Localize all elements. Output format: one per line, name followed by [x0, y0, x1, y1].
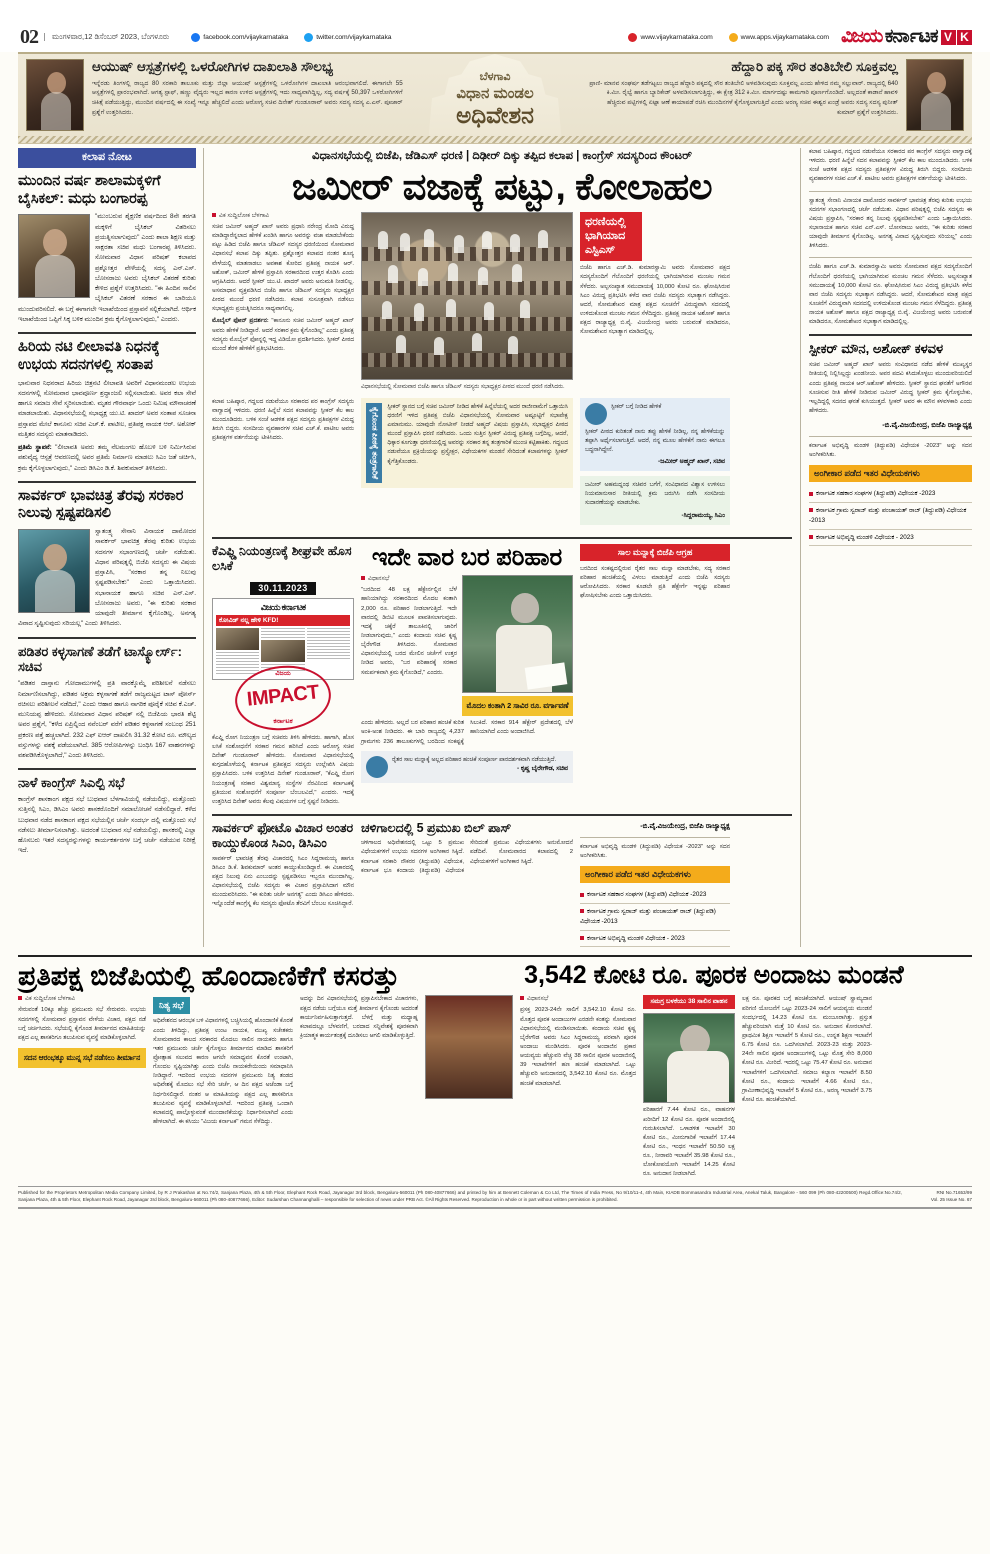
bottom-right-text3: ಲಕ್ಷ ರೂ. ಪೂರಕದ ಬಗ್ಗೆ ಹಂಚಿಕೆಯಾಗಿದೆ. ಆಯುಷ್ ಸ್ವಾಮ್ಯದಾನ ಪರಿಗಣಿ ಯೋಜನೆಗೆ ಒಟ್ಟು 2023-24 ಸಾಲಿಗೆ ಆಯವ್ಯಯ ಮಂಡನೆ ಸಂದರ್ಭದಲ್ಲಿ 14.23 ಕೋಟಿ ರೂ. ಮಂಜೂರಾಗಿತ್ತು. ಪ್ರಸ್ತುತ ಹೆಚ್ಚುವರಿಯಾಗಿ ಮತ್ತೆ 10 ಕೋಟಿ ರೂ. ಅನುದಾನ ಕೋರಲಾಗಿದೆ. ಪ್ರಾಥಮಿಕ ಶಿಕ್ಷಣ ಇಲಾಖೆಗೆ 5 ಕೋಟಿ ರೂ., ಉನ್ನತ ಶಿಕ್ಷಣ ಇಲಾಖೆಗೆ 6.75 ಕೋಟಿ ರೂ. ಒದಗಿಸಲಾಗಿದೆ. 2023-23 ಮತ್ತು 2023-24ನೇ ಸಾಲಿನ ಪೂರಕ ಅಂದಾಜುಗಳಲ್ಲಿ ಒಟ್ಟು ಮೊತ್ತ ಸೇರಿ 8,000 ಕೋಟಿ ರೂ. ಮೀರಿದೆ. ಇದರಲ್ಲಿ ಒಟ್ಟು 75.47 ಕೋಟಿ ರೂ. ಅನುದಾನ ಇಲಾಖೆಗಳಿಗೆ ಒದಗಿಸಲಾಗಿದೆ. ಸಮಾಜ ಕಲ್ಯಾಣ ಇಲಾಖೆಗೆ 8.50 ಕೋಟಿ ರೂ., ಕಂದಾಯ ಇಲಾಖೆಗೆ 4.66 ಕೋಟಿ ರೂ., ಗ್ರಾಮೀಣಾಭಿವೃದ್ಧಿ ಇಲಾಖೆಗೆ 5 ಕೋಟಿ ರೂ., ಅರಣ್ಯ ಇಲಾಖೆಗೆ 3.75 ಕೋಟಿ ರೂ. ಹಂಚಿಕೆಯಾಗಿದೆ.	[742, 996, 872, 1104]
skybox-right-photo	[906, 59, 964, 131]
bottom-col-6	[643, 995, 735, 1179]
sada-tag: ಸದನ ಆರಂಭಕ್ಕೂ ಮುನ್ನ ಸಭೆ ನಡೆಸಲು ತೀರ್ಮಾನ	[18, 1048, 146, 1068]
tertiary-stories-row	[212, 821, 792, 947]
lead-overflow-3: ಬಿಜೆಪಿ ಹಾಗೂ ಎಚ್.ಡಿ. ಕುಮಾರಸ್ವಾಮಿ ಅವರು ಸೋಮವಾರ ಪಕ್ಷದ ಸದಸ್ಯರೊಂದಿಗೆ ಗೆಲೊಂದಿಗೆ ಧರಣಿಯಲ್ಲಿ ಭಾಗಿಯಾಗಿರುವ ಮಂಚಲ ಗಮನ ಸೆಳೆದರು. ಅಲ್ಪಸಂಖ್ಯಾತ ಸಮುದಾಯಕ್ಕೆ 10,000 ಕೋಟಿ ರೂ. ಘೋಷಿಸಿರುವ ಸಿಎಂ ವಿರುದ್ಧ ಪ್ರತಿಭಟಿಸಿ ಕಳೆದ ವಾರ ಬಿಜೆಪಿ ಸದಸ್ಯರು ಸಭಾತ್ಯಾಗ ನಡೆಸಿದ್ದರು. ಆದರೆ, ಸೋಮಶೇಖರ ಮಾತ್ರ ಪಕ್ಷದ ಸೂಚನೆಗೆ ವಿರುದ್ಧವಾಗಿ ಸದನದಲ್ಲಿ ಉಳಿದುಕೊಂಡ ಮಂಚಲ ಗಮನ ಸೆಳೆದಿದ್ದರು. ಪ್ರತಿಪಕ್ಷ ನಾಯಕ ಅಶೋಕ್ ಹಾಗೂ ಪಕ್ಷದ ರಾಜ್ಯಾಧ್ಯಕ್ಷ ಬಿ.ವೈ. ವಿಜಯೇಂದ್ರ ಅವರು ಬರುವಂತೆ ಮಾಡಿದರೂ, ಸೋಮಶೇಖರ ಸಭಾತ್ಯಾಗ ಮಾಡಿದಲ್ಲಿಲ್ಲ.	[809, 264, 972, 326]
savarkar-headline: ಸಾವರ್ಕರ್ ಫೋಟೊ ವಿಚಾರ ಅಂತರ ಕಾಯ್ದುಕೊಂಡ ಸಿಎಂ, ಡಿಸಿಎಂ	[212, 821, 354, 851]
lead-overflow-2: ಸ್ವಾತಂತ್ರ್ಯ ಸೇನಾನಿ ವಿನಾಯಕ ದಾಮೋದರ ಸಾವರ್ಕರ್ ಭಾವಚಿತ್ರ ತೆರವು ಕುರಿತು ಉಭಯ ಸದನಗಳ ಸಭಾಂಗಣದಲ್ಲಿ ಚರ್ಚೆ ನಡೆಯಿತು. ವಿಧಾನ ಪರಿಷತ್ನಲ್ಲಿ ಬಿಜೆಪಿ ಸದಸ್ಯರು ಈ ವಿಷಯ ಪ್ರಸ್ತಾಪಿಸಿ, "ಸರಕಾರ ತನ್ನ ನಿಲುವು ಸ್ಪಷ್ಟಪಡಿಸಬೇಕು" ಎಂದು ಒತ್ತಾಯಿಸಿದರು. ಸಭಾನಾಯಕ ಹಾಗೂ ಸಚಿವ ಎನ್.ಎಸ್. ಬೋಸರಾಜು ಅವರು, "ಈ ಕುರಿತು ಸರಕಾರ ಯಾವುದೇ ತೀರ್ಮಾನ ಕೈಗೊಂಡಿಲ್ಲ. ಅನಗತ್ಯ ವಿವಾದ ಸೃಷ್ಟಿಸುವುದು ಸರಿಯಲ್ಲ" ಎಂದು ತಿಳಿಸಿದರು.	[809, 197, 972, 250]
left-story1-photo	[18, 214, 90, 298]
emblem-line1: ಬೆಳಗಾವಿ	[479, 71, 511, 83]
divider-2	[18, 481, 196, 483]
divider-4	[18, 768, 196, 770]
skybox	[18, 52, 972, 144]
left-story1-body	[18, 212, 196, 325]
seal-top-text: ವಿಜಯ	[275, 669, 291, 677]
kfd-headline: ಕೆಎಫ್ಡಿ ನಿಯಂತ್ರಣಕ್ಕೆ ಶೀಘ್ರವೇ ಹೊಸ ಲಸಿಕೆ	[212, 543, 352, 573]
bills-passed-tag-right: ಅಂಗೀಕಾರ ಪಡೆದ ಇತರ ವಿಧೇಯಕಗಳು	[809, 465, 972, 482]
lead-photo-caption: ವಿಧಾನಸಭೆಯಲ್ಲಿ ಸೋಮವಾರ ಬಿಜೆಪಿ ಹಾಗೂ ಜೆಡಿಎಸ್ ಸದಸ್ಯರು ಸಭಾಧ್ಯಕ್ಷರ ಪೀಠದ ಮುಂದೆ ಧರಣಿ ನಡೆಸಿದರು.	[361, 384, 565, 391]
skybox-right-body: ಪ್ರಾಣಿ- ಮಾನವ ಸಂಘರ್ಷ ತಡೆಗಟ್ಟಲು ರಾಜ್ಯದ ಹೆದ್ದಾರಿ ಪಕ್ಕದಲ್ಲಿ ಸೌರ ತಂತಿಬೇಲಿ ಅಳವಡಿಸುವುದು ಸೂಕ್ತವಲ್ಲ ಎಂದು ಹೇಳಿದ ನಮ್ಮ ಸಲ್ಲುವಾರ್. ರಾಜ್ಯದಲ್ಲಿ 640 ಕಿ.ಮೀ. ರೈಲ್ವೆ ಹಾಗೂ ಬ್ಯಾರಿಕೇಡ್ ಅಳವಡಿಸಲಾಗುತ್ತಿದ್ದು, ಈ ಕ್ಷೇತ್ರ 312 ಕಿ.ಮೀ. ಮಾರ್ಗದಷ್ಟು ಕಾಮಗಾರಿ ಪೂರ್ಣಗೊಂಡಿದೆ. ಅಲ್ಲದಂತೆ ಕಾಡಾನೆ ಹಾವಳಿ ಹೆಚ್ಚಿರುವ ಪಟ್ಟಿಗಳಲ್ಲಿ ಏಟ್ಟಾ ಆಣೆ ಕಾಯಾಪಡೆ ರಚಿಸಿ ಮುಂದಿನಗಳೆ ಕೈಗೊಳ್ಳಲಾಗುತ್ತಿದೆ ಎಂದು ಅರಣ್ಯ ಸಚಿವ ಈಶ್ವರ ಖಂಡ್ರೆ ಅವರು ಸದಸ್ಯ ಸದಸ್ಯ ಪುನೀತ್ ಕುಮಾರ್ ಪ್ರಶ್ನೆಗೆ ಉತ್ತರಿಸಿದರು.	[589, 79, 898, 116]
middle-column	[204, 148, 800, 947]
date-line: ಮಂಗಳವಾರ,12 ಡಿಸೆಂಬರ್ 2023, ಬೆಂಗಳೂರು	[44, 33, 169, 41]
left-story2-body2	[18, 443, 196, 474]
bill-item: ಕರ್ನಾಟಕ ಗ್ರಾಮ ಸ್ವರಾಜ್ ಮತ್ತು ಪಂಚಾಯತ್ ರಾಜ್ (ತಿದ್ದುಪಡಿ) ವಿಧೇಯಕ -2013	[580, 904, 730, 931]
strategy-box-wrap	[361, 398, 573, 530]
footer-imprint	[18, 1186, 972, 1204]
bara-content	[361, 575, 573, 716]
bara-continuation: ಎಂದು ಹೇಳಿದರು. ಅಲ್ಲದೆ ಬರ ಪರಿಹಾರ ಹಂಚಿಕೆ ಕುರಿತ ಅಂಕಿ-ಅಂಶ ನೀಡಿದರು. ಈ ಬಾರಿ ರಾಜ್ಯದಲ್ಲಿ 4,237 ಗ್ರಾಮಗಳು 236 ತಾಲೂಕುಗಳಲ್ಲಿ ಬರದಿಂದ ಸಂಕಷ್ಟಕ್ಕೆ ಸಿಲುಕಿದೆ. ಸರಕಾರ 914 ಹೆಕ್ಟೇರ್ ಪ್ರದೇಶದಲ್ಲಿ ಬೆಳೆ ಹಾನಿಯಾಗಿದೆ ಎಂದು ಅಂದಾಜಿಸಿದೆ.	[361, 720, 573, 745]
bottom-col-3	[300, 995, 418, 1179]
krishna-quote-text: ರೈತರ ಸಾಲ ಮನ್ನಾಕ್ಕೆ ಅಲ್ಲದ ಪರಿಹಾರ ಹಂಚಿಕೆ ಸಂಪೂರ್ಣ ಪಾರದರ್ಶಕವಾಗಿ ನಡೆಯುತ್ತಿದೆ.	[392, 756, 557, 763]
loan-waiver-tag: ಸಾಲ ಮನ್ನಾಕ್ಕೆ ಬಿಜೆಪಿ ಆಗ್ರಹ	[580, 544, 730, 561]
lead-col1-cont	[212, 398, 354, 530]
left-story3-headline: ಸಾವರ್ಕರ್ ಭಾವಚಿತ್ರ ತೆರವು ಸರಕಾರ ನಿಲುವು ಸ್ಪಷ್ಟಪಡಿಸಲಿ	[18, 487, 184, 522]
kfd-story	[212, 544, 354, 808]
bottom-col3-text: ಅದನ್ನು ದಿನ ವಿಧಾನಸಭೆಯಲ್ಲಿ ಪ್ರಸ್ತಾಪಿಸಬೇಕಾದ ವಿಚಾರಗಳು, ಪಕ್ಷದ ನಡೆಯ ಬಗ್ಗೆಯೂ ಮತ್ತೆ ತೀರ್ಮಾನ ಕೈಗೊಂಡು ಅದರಂತೆ ಕಾರ್ಯನಿರ್ವಹಿಸುತ್ತಾಗುತ್ತದೆ. ಬೆಳಗ್ಗೆ ಮತ್ತು ಮಧ್ಯಾಹ್ನ ಕಲಾಪದಲ್ಲೂ ಬೆಳವಣಿಗೆ, ಬರದಾದ ಸನ್ನಿವೇಶಕ್ಕೆ ಪೂರಕವಾಗಿ ಕ್ರಿಯಾತ್ಮಕ ಕಾರ್ಯತಂತ್ರಕ್ಕೆ ದೂಡಿಸಲು ಆಗಲಿ ಮಾಡಿಕೊಳ್ಳುತ್ತಿದೆ.	[300, 996, 418, 1040]
logo-badge-k: K	[957, 30, 972, 45]
skybox-center-emblem	[390, 54, 600, 144]
bottom-columns	[18, 995, 972, 1179]
logo-badge	[941, 30, 973, 45]
left-story1-text: "ಮುಂಬರುವ ಶೈಕ್ಷಣಿಕ ವರ್ಷದಿಂದ 8ನೇ ತರಗತಿ ಮಕ್ಕಳಿಗೆ ಬೈಸಿಕಲ್ ವಿತರಿಸಲು ಪ್ರಯತ್ನಿಸಲಾಗುವುದು" ಎಂದು ಶಾಲಾ ಶಿಕ್ಷಣ ಮತ್ತು ಸಾಕ್ಷರತಾ ಸಚಿವ ಮಧು ಬಂಗಾರಪ್ಪ ತಿಳಿಸಿದರು. ಸೋಮವಾರ ವಿಧಾನ ಪರಿಷತ್ ಕಲಾಪದ ಪ್ರಶ್ನೋತ್ತರ ವೇಳೆಯಲ್ಲಿ ಸದಸ್ಯ ಎನ್.ಎಸ್. ಬೋಸರಾಜು ಅವರು ಬೈಸಿಕಲ್ ವಿತರಣೆ ಕುರಿತು ಕೇಳಿದ ಪ್ರಶ್ನೆಗೆ ಉತ್ತರಿಸಿದರು. "ಈ ಹಿಂದಿನ ಸಾಲಿನ ಬೈಸಿಕಲ್ ವಿತರಣೆ ಸರಕಾರ ಈ ಬಾರಿಯೂ ಮುಂದುವರಿಸಲಿದೆ. ಈ ಬಗ್ಗೆ ಈಗಾಗಲೇ ಇಲಾಖೆಯಿಂದ ಪ್ರಸ್ತಾವನೆ ಸಲ್ಲಿಕೆಯಾಗಿದೆ. ಆರ್ಥಿಕ ಇಲಾಖೆಯಿಂದ ಒಪ್ಪಿಗೆ ಸಿಕ್ಕ ಬಳಿಕ ಮುಂದಿನ ಕ್ರಮ ಕೈಗೊಳ್ಳಲಾಗುವುದು," ಎಂದರು.	[18, 213, 196, 323]
page-number: 02	[20, 25, 38, 48]
seal-word: IMPACT	[245, 681, 320, 711]
cm-quote-attribution: -ಸಿದ್ದರಾಮಯ್ಯ, ಸಿಎಂ	[681, 511, 725, 519]
speaker-silence-headline: ಸ್ಪೀಕರ್ ಮೌನ, ಅಶೋಕ್ ಕಳವಳ	[809, 341, 944, 357]
website-link[interactable]	[628, 33, 712, 42]
divider-3	[18, 637, 196, 639]
left-story2-body: ಭಾನುವಾರ ನಿಧನರಾದ ಹಿರಿಯ ಚಿತ್ರನಟಿ ಲೀಲಾವತಿ ಅವರಿಗೆ ವಿಧಾನಮಂಡಲ ಉಭಯ ಸದನಗಳಲ್ಲಿ ಸೋಮವಾರ ಭಾವಪೂರ್ಣ ಶ್ರದ್ಧಾಂಜಲಿ ಸಲ್ಲಿಸಲಾಯಿತು. ಅವರ ಕಲಾ ಸೇವೆ ಹಾಗೂ ಸಮಾಜ ಸೇವೆ ಸ್ಮರಿಸಲಾಯಿತು. ಮೃತರ ಗೌರವಾರ್ಥ ಒಂದು ನಿಮಿಷ ಮೌನಾಚರಣೆ ಮಾಡಲಾಯಿತು. ವಿಧಾನಸಭೆಯಲ್ಲಿ ಸಭಾಧ್ಯಕ್ಷ ಯು.ಟಿ. ಖಾದರ್ ಅವರ ಸಂತಾಪ ಸೂಚನಾ ಪ್ರಸ್ತಾಪದ ಮೇಲೆ ಕಾನೂನು ಸಚಿವ ಎಚ್.ಕೆ. ಪಾಟೀಲ, ಪ್ರತಿಪಕ್ಷ ನಾಯಕ ಆರ್. ಅಶೋಕ್ ಮತ್ತಿತರ ಸದಸ್ಯರು ಮಾತನಾಡಿದರು.	[18, 379, 196, 438]
savarkar-body: ಸಾವರ್ಕರ್ ಭಾವಚಿತ್ರ ತೆರವು ವಿಚಾರದಲ್ಲಿ ಸಿಎಂ ಸಿದ್ದರಾಮಯ್ಯ ಹಾಗೂ ಡಿಸಿಎಂ ಡಿ.ಕೆ. ಶಿವಕುಮಾರ್ ಅಂತರ ಕಾಯ್ದುಕೊಂಡಿದ್ದಾರೆ. ಈ ವಿಚಾರದಲ್ಲಿ ಪಕ್ಷದ ನಿಲುವು ಏನು ಎಂಬುದನ್ನು ಸ್ಪಷ್ಟಪಡಿಸಲು ಇಬ್ಬರೂ ಮುಂದಾಗಿಲ್ಲ. ವಿಧಾನಸಭೆಯಲ್ಲಿ ಬಿಜೆಪಿ ಸದಸ್ಯರು ಈ ವಿಚಾರ ಪ್ರಸ್ತಾಪಿಸಿದಾಗ ಮೌನ ಮುಂದುವರಿಸಿದರು. "ಈ ಕುರಿತು ಚರ್ಚೆ ಅನಗತ್ಯ" ಎಂದು ಡಿಸಿಎಂ ಹೇಳಿದರು. ಇನ್ನೊಂದೆಡೆ ಕಾಂಗ್ರೆಸ್ನ ಕೆಲ ಸದಸ್ಯರು ಫೋಟೊ ತೆರವಿಗೆ ಬೆಂಬಲ ಸೂಚಿಸಿದ್ದಾರೆ.	[212, 855, 354, 908]
bottom-right-headline: 3,542 ಕೋಟಿ ರೂ. ಪೂರಕ ಅಂದಾಜು ಮಂಡನೆ	[524, 961, 904, 990]
divider-5	[212, 537, 792, 539]
krishna-quote-box	[361, 751, 573, 783]
cm-quote-box	[580, 476, 730, 524]
left-story4-body: "ಪಡಿತರ ದಾಸ್ತಾನು ಗೋದಾಮುಗಳಲ್ಲಿ ಪ್ರತಿ ವಾರಕ್ಕೊಮ್ಮೆ ಪರಿಶೀಲನೆ ನಡೆಸಲು ನಿರ್ಮಾಣಿಸಲಾಗಿದ್ದು, ಪಡಿತರ ಅಕ್ರಮ ಕಳ್ಳಸಾಗಣೆ ತಡೆಗೆ ರಾಜ್ಯಮಟ್ಟದ ಟಾಸ್ ಪೋರ್ಸ್ ರಚಿಸಲು ಪರಿಶೀಲನೆ ನಡೆದಿದೆ," ಎಂದು ಆಹಾರ ಹಾಗೂ ನಾಗರಿಕ ಪೂರೈಕೆ ಸಚಿವ ಕೆ.ಎಚ್. ಮುನಿಯಪ್ಪ ಹೇಳಿದರು. ಸೋಮವಾರ ವಿಧಾನ ಪರಿಷತ್ ನಲ್ಲಿ ಬಿಜೆಪಿಯ ಭಾರತಿ ಶೆಟ್ಟಿ ಅವರ ಪ್ರಶ್ನೆಗೆ, "ಕಳೆದ ಏಪ್ರಿಲ್ನಿಂದ ನವೆಂಬರ್ ವರೆಗೆ ಪಡಿತರ ಕಳ್ಳಸಾಗಣೆ ಸಂಬಂಧ 251 ಪ್ರಕರಣ ಪತ್ತೆ ಹಚ್ಚಲಾಗಿದೆ. 232 ಎಫ್ ಐಆರ್ ದಾಖಲಿಸಿ 31.32 ಕೋಟಿ ರೂ. ಮೌಲ್ಯದ ವಸ್ತುಗಳನ್ನು ವಶಕ್ಕೆ ಪಡೆಯಲಾಗಿದೆ. 385 ಆರೋಪಿಗಳನ್ನು ಬಂಧಿಸಿ 167 ವಾಹನಗಳನ್ನು ವಶಪಡಿಸಿಕೊಳ್ಳಲಾಗಿದೆ," ಎಂದು ತಿಳಿಸಿದರು.	[18, 680, 196, 760]
nithya-sabhe-tag: ನಿತ್ಯ ಸಭೆ	[153, 997, 190, 1014]
bottom-headlines	[18, 962, 972, 991]
emblem-line2: ವಿಧಾನ ಮಂಡಲ	[456, 85, 534, 102]
skybox-left-headline: ಆಯುಷ್ ಆಸ್ಪತ್ರೆಗಳಲ್ಲಿ ಒಳರೋಗಿಗಳ ದಾಖಲಾತಿ ಸೌಲಭ್ಯ	[92, 59, 334, 74]
seal-bottom-text: ಕರ್ನಾಟಕ	[273, 717, 293, 725]
logo-vijaya: ವಿಜಯ	[841, 26, 882, 47]
quote-avatar-icon	[585, 403, 607, 425]
cm-quote-body: ಜಮೀರ್ ಅಹಮದ್ನಂಥ ಸಚಿವರ ಬಗೆಗೆ, ಸಂವಿಧಾನದ ವಿಶ್ವಾಸ ಉಳಿಸಲು ನಿಯಮಾನುಸಾರ ರೀತಿಯಲ್ಲಿ ಕ್ರಮ ಜರುಗಿಸಿ ನಡೆಸಿ ಸಂಸದೀಯ ಸುದಾರಣೆಯನ್ನು ಮಾಡಬೇಕು.	[585, 482, 725, 507]
skybox-right-headline: ಹೆದ್ದಾರಿ ಪಕ್ಕ ಸೌರ ತಂತಿಬೇಲಿ ಸೂಕ್ತವಲ್ಲ	[731, 59, 898, 74]
lead-col2-text: ಕಲಾಪ ಬಹಿಷ್ಕಾರ, ಗದ್ದಲದ ನಡುವೆಯೂ ಸರಕಾರದ ಪರ ಕಾಂಗ್ರೆಸ್ ಸದಸ್ಯರು ವಾಗ್ವಾದಕ್ಕೆ ಇಳಿದರು. ಧರಣಿ ಹಿನ್ನೆಲೆ ಸದನ ಕಲಾಪವನ್ನು ಸ್ಪೀಕರ್ ಕೆಲ ಕಾಲ ಮುಂದೂಡಿದರು. ಬಳಿಕ ಸಂಜೆ ಆಡಳಿತ ಪಕ್ಷದ ಸದಸ್ಯರು ಪ್ರತಿಪಕ್ಷಗಳ ವಿರುದ್ಧ ತಿರುಗಿ ಬಿದ್ದರು. ಸಂಸದೀಯ ವ್ಯವಹಾರಗಳ ಸಚಿವ ಎಚ್.ಕೆ. ಪಾಟೀಲ ಅವರು ಪ್ರತಿಪಕ್ಷಗಳ ವರ್ತನೆಯನ್ನು ಟೀಕಿಸಿದರು.	[212, 398, 354, 442]
logo-badge-v: V	[941, 30, 956, 45]
social-links	[191, 33, 403, 42]
bill-item-right: ಕರ್ನಾಟಕ ಸಹಕಾರ ಸಂಘಗಳ (ತಿದ್ದುಪಡಿ) ವಿಧೇಯಕ -2023	[809, 486, 972, 503]
zameer-quote-box	[580, 398, 730, 471]
skybox-right-text	[579, 59, 906, 138]
facebook-icon	[191, 33, 200, 42]
cm-photo	[643, 1013, 735, 1103]
lead-col-2	[361, 212, 573, 392]
skybox-left-text	[84, 59, 411, 138]
quote-attribution: -ಜಮೀರ್ ಅಹ್ಮದ್ ಖಾನ್, ಸಚಿವ	[658, 458, 725, 466]
bills-passed-tag: ಅಂಗೀಕಾರ ಪಡೆದ ಇತರ ವಿಧೇಯಕಗಳು	[580, 866, 730, 883]
assembly-chairs-photo	[425, 995, 513, 1099]
bara-media-col	[462, 575, 573, 716]
bara-byline: ವಿಧಾನಸಭೆ	[361, 575, 457, 583]
bills-list-col	[580, 821, 730, 947]
lead-col1-text2: "ಕಾನೂನು ಸಚಿವ ಜಮೀರ್ ಅಹ್ಮದ್ ಖಾನ್ ಅವರು ಹೇಳಿಕೆ ನೀಡಿದ್ದಾರೆ. ಆದರೆ ಸರಕಾರ ಕ್ರಮ ಕೈಗೊಂಡಿಲ್ಲ" ಎಂದು ಪ್ರತಿಪಕ್ಷ ಸದಸ್ಯರು ಮೊಬೈಲ್ ಫೋನ್ನಲ್ಲಿ ಇದ್ದ ವಿಡಿಯೋ ಪ್ರದರ್ಶಿಸಿದರು. ಸ್ಪೀಕರ್ ಪೀಠದ ಮುಂದೆ ತೆರಳಿ ಹೇಳಿಕೆಗೆ ಪ್ರತಿಭಟಿಸಿದರು.	[212, 318, 355, 352]
rni-number: RNI No.71653/99	[936, 1189, 972, 1195]
quote-body: ಸ್ಪೀಕರ್ ಪೀಠದ ಕುರಿತಂತೆ ನಾನು ತಪ್ಪು ಹೇಳಿಕೆ ನೀಡಿಲ್ಲ, ನನ್ನ ಹೇಳಿಕೆಯನ್ನು ತಪ್ಪಾಗಿ ಅರ್ಥೈಸಲಾಗುತ್ತಿದೆ. ಆದರೆ, ನನ್ನ ಮೂಲ ಹೇಳಿಕೆಗೆ ನಾನು ಈಗಲೂ ಬದ್ಧನಾಗಿದ್ದೇನೆ.	[585, 428, 725, 453]
strategy-body: ಸ್ಪೀಕರ್ ಸ್ಥಾನದ ಬಗ್ಗೆ ಸಚಿವ ಜಮೀರ್ ನೀಡಿದ ಹೇಳಿಕೆ ಹಿನ್ನೆಲೆಯಲ್ಲಿ ಅದರ ರಾಜೀನಾಮೆಗೆ ಒತ್ತಾಯಿಸಿ ಧರಣಿಗೆ ಇಳಿದ ಪ್ರತಿಪಕ್ಷ ಬಿಜೆಪಿ ವಿಧಾನಸಭೆಯಲ್ಲಿ ಸೋಮವಾರ ಅಷ್ಟೂಟ್ಟಿಗೆ ಸಭಾಪೇಕ್ಷ ಎಮಾನುಮು. ಯಾವುದೇ ನೋಟೀಸ್ ನೀಡದೆ ಅಹ್ಮದ್ ವಿಷಯ ಪ್ರಸ್ತಾಪಿಸಿ, ಸಭಾಧ್ಯಕ್ಷರ ಪೀಠದ ಮುಂದೆ ಪ್ರಸ್ತಾಪಿಸಿ ಧರಣಿ ನಡೆಸಿದರು. ಒಂದು ಸುತ್ತಿನ ಸ್ಪೀಕರ್ ವಿರುದ್ಧ ಪ್ರತಿಪಕ್ಷ ಬಗ್ಗೆದಿಲ್ಲ, ಆದರೆ, ಧಿಕ್ಕಾರ ಕೂಗುತ್ತಾ ಧರಣಿಯಲ್ಲಿದ್ದ ಅವರನ್ನು ಸರಕಾರ ತನ್ನ ತಂತ್ರಗಾರಿಕೆ ಮುಂಚಿ ಕಟ್ಟಿಹಾಕಿತು. ಗದ್ದಲದ ನಡುವೆಯೂ ಪ್ರಕ್ರಿಯೆಯನ್ನು ಪ್ರಸ್ತ್ಯೇಕ್ಷರ, ವಿಧೇಯಕಗಳ ಮಂಡನೆ ಸೇರಿದಂತೆ ಕಲಾಪಗಳನ್ನು ಸ್ಪೀಕರ್ ಕೈಗೆತ್ತಿಕೊಂಡರು.	[387, 403, 568, 465]
left-story3-body	[18, 527, 196, 630]
bara-text-col	[361, 575, 457, 716]
impact-date: 30.11.2023	[250, 582, 316, 595]
left-story2-sub: ಪ್ರತಿಮೆ ಸ್ಥಾಪನೆ:	[18, 444, 52, 451]
bottom-col-5	[520, 995, 636, 1179]
clipping-masthead	[216, 602, 350, 613]
kalapa-nota-badge: ಕಲಾಪ ನೋಟ	[18, 148, 196, 168]
bottom-section	[18, 955, 972, 1179]
right-column	[800, 148, 972, 947]
website-label: www.vijaykarnataka.com	[640, 33, 713, 41]
top-strip	[0, 0, 990, 22]
impact-stamp	[212, 578, 354, 730]
loan-waiver-body: ಬರದಿಂದ ಸಂಕಷ್ಟದಲ್ಲಿರುವ ರೈತರ ಸಾಲ ಮನ್ನಾ ಮಾಡಬೇಕು, ಸದ್ಯ ಸರಕಾರ ಪರಿಹಾರ ಹಂಚಿಕೆಯಲ್ಲಿ ವಿಳಂಬ ಮಾಡುತ್ತಿದೆ ಎಂದು ಬಿಜೆಪಿ ಸದಸ್ಯರು ಆರೋಪಿಸಿದರು. ಸರಕಾರ ಕೂಡಲೇ ಪ್ರತಿ ಹೆಕ್ಟೇರ್ಗೆ ಇನ್ನಷ್ಟು ಪರಿಹಾರ ಘೋಷಿಸಬೇಕು ಎಂದು ಒತ್ತಾಯಿಸಿದರು.	[580, 565, 730, 599]
bottom-left-headline: ಪ್ರತಿಪಕ್ಷ ಬಿಜೆಪಿಯಲ್ಲಿ ಹೊಂದಾಣಿಕೆಗೆ ಕಸರತ್ತು	[18, 961, 400, 992]
volume-issue: Vol. 25 Issue No. 67	[930, 1196, 972, 1202]
bill-item-right: ಕರ್ನಾಟಕ ಅಭಿವೃದ್ಧಿ ಮಂಡಳಿ ವಿಧೇಯಕ - 2023	[809, 530, 972, 547]
skybox-right-story	[571, 54, 972, 143]
divider-1	[18, 332, 196, 334]
first-installment-tag: ಮೊದಲ ಕಂತಾಗಿ 2 ಸಾವಿರ ರೂ. ವರ್ಗಾವಣೆ	[462, 696, 573, 716]
bottom-right-text1: ಪ್ರಸಕ್ತ 2023-24ನೇ ಸಾಲಿಗೆ 3,542.10 ಕೋಟಿ ರೂ. ಮೊತ್ತದ ಪೂರಕ ಅಂದಾಜುಗಳ ಎರಡನೇ ಕಂತನ್ನು ಸೋಮವಾರ ವಿಧಾನಸಭೆಯಲ್ಲಿ ಮಂಡಿಸಲಾಯಿತು. ಕಂದಾಯ ಸಚಿವ ಕೃಷ್ಣ ಬೈರೇಗೌಡ ಅವರು ಸಿಎಂ ಸಿದ್ದರಾಮಯ್ಯ ಪರವಾಗಿ ಪೂರಕ ಅಂದಾಜು ಮಂಡಿಸಿದರು. ಪೂರಕ ಅಂದಾಜಿನ ಪ್ರಕಾರ ಆಯವ್ಯಯ ಹೆಚ್ಚುವರಿ ವೆಚ್ಚ 38 ಸಾಲಿನ ಪೂರಕ ಅಂದಾಜಿನಲ್ಲಿ 39 ಇಲಾಖೆಗಳಿಗೆ ಹಣ ಹಂಚಿಕೆ ಮಾಡಲಾಗಿದೆ. ಒಟ್ಟು ಹೆಚ್ಚುವರಿ ಅನುದಾನದಲ್ಲಿ 3,542.10 ಕೋಟಿ ರೂ. ಮೊತ್ತದ ಹಂಚಿಕೆ ಮಾಡಲಾಗಿದೆ.	[520, 1007, 636, 1087]
left-story4-headline: ಪಡಿತರ ಕಳ್ಳಸಾಗಣೆ ತಡೆಗೆ ಟಾಸ್ಕ್ಫೋರ್ಸ್: ಸಚಿವ	[18, 643, 182, 675]
lead-col1-block2	[212, 317, 354, 354]
emblem-line3: ಅಧಿವೇಶನ	[456, 102, 534, 128]
lead-kicker: ವಿಧಾನಸಭೆಯಲ್ಲಿ ಬಿಜೆಪಿ, ಜೆಡಿಎಸ್ ಧರಣಿ | ದಿಢೀರ್ ದಿಕ್ಕು ತಪ್ಪಿದ ಕಲಾಪ | ಕಾಂಗ್ರೆಸ್ ಸದಸ್ಯರಿಂದ ಕೌಂಟರ್	[312, 150, 692, 162]
lead-photo	[361, 212, 573, 380]
left-story5-body: ಕಾಂಗ್ರೆಸ್ ಶಾಸಕಾಂಗ ಪಕ್ಷದ ಸಭೆ ಬುಧವಾರ ಬೆಳಗಾವಿಯಲ್ಲಿ ನಡೆಯಲಿದ್ದು, ಮತ್ತೊಂದು ಸುತ್ತಿನಲ್ಲಿ ಸಿಎಂ, ಡಿಸಿಎಂ ಅವರು ಶಾಸಕರೊಂದಿಗೆ ಸಮಾಲೋಚನೆ ನಡೆಸಲಿದ್ದಾರೆ. ಕಳೆದ ಬುಧವಾರ ನಡೆದ ಶಾಸಕಾಂಗ ಪಕ್ಷದ ಸಭೆಯಲ್ಲಿನ ಚರ್ಚೆ ಸಂದರ್ಭ ದಲ್ಲಿ ಮತ್ತೊಂದು ಸಭೆ ನಡೆಸಲು ತೀರ್ಮಾನಿಸಲಾಗಿತ್ತು. ಅದರಂತೆ ಬುಧವಾರ ಸಭೆ ನಡೆಯಲಿದ್ದು, ಶಾಸಕರಲ್ಲಿ ಎಲ್ಲಾ ಹೊಸಬರು ಇತರೆ ಸದಸ್ಯರನ್ನುಗಳನ್ನು ಕಾರ್ಯಕರ್ತರಗಳ ಬಗ್ಗೆ ಚರ್ಚೆ ನಡೆಯುವ ನಿರೀಕ್ಷೆ ಇದೆ.	[18, 796, 196, 855]
speaker-silence-body: ಸಚಿವ ಜಮೀರ್ ಅಹ್ಮದ್ ಖಾನ್ ಅವರು ಸಂವಿಧಾನದ ನಡೆದ ಹೇಳಿಕೆ ಮುಖ್ಯಸ್ಥರ ರೀತಿಯಲ್ಲಿ ನಿಲ್ಲಿಸಿಲ್ಲದ್ದು ಖಂಡನೀಯ. ಅವರ ಪದವಿ ಕಸಿದುಕೊಳ್ಳಲು ಮುಂದುವರಿಯಲಿದೆ ಎಂದು ಪ್ರತಿಪಕ್ಷ ನಾಯಕ ಆರ್.ಅಶೋಕ್ ಹೇಳಿದರು. ಸ್ಪೀಕರ್ ಸ್ಥಾನದ ಘನತೆಗೆ ಅಗೌರವ ಸೂಚಿಸುವ ರೀತಿ ಹೇಳಿಕೆ ನೀಡಿರುವ ಜಮೀರ್ ವಿರುದ್ಧ ಸ್ಪೀಕರ್ ಕ್ರಮ ಕೈಗೊಳ್ಳಬೇಕು, ಇಲ್ಲದಿದ್ದಲ್ಲಿ ಸದನದ ಘನತೆ ಕುಸಿಯುತ್ತದೆ. ಸ್ಪೀಕರ್ ಅವರ ಈ ಮೌನ ಕಳವಳಕಾರಿ ಎಂದು ಹೇಳಿದರು.	[809, 362, 972, 414]
logo-karnataka: ಕರ್ನಾಟಕ	[884, 26, 938, 47]
skybox-left-photo	[26, 59, 84, 131]
clipping-vijaya: ವಿಜಯ	[260, 602, 280, 613]
lead-col1-text: ಸಚಿವ ಜಮೀರ್ ಅಹ್ಮದ್ ಖಾನ್ ಅವರು ಪ್ರಧಾನಿ ನರೇಂದ್ರ ಮೋದಿ ವಿರುದ್ಧ ಮಾಡಿದ್ದಾರೆನ್ನಲಾದ ಹೇಳಿಕೆ ಖಂಡಿಸಿ ಹಾಗೂ ಅವರನ್ನು ವಜಾ ಮಾಡಬೇಕೆಂದು ಪಟ್ಟು ಹಿಡಿದ ಬಿಜೆಪಿ ಹಾಗೂ ಜೆಡಿಎಸ್ ಸದಸ್ಯರ ಧರಣಿಯಿಂದ ಸೋಮವಾರ ವಿಧಾನಸಭೆ ಕಲಾಪ ದಿಕ್ಕು ತಪ್ಪಿತು. ಪ್ರಶ್ನೋತ್ತರ ಕಲಾಪದ ನಂತರ ಶೂನ್ಯ ವೇಳೆಯಲ್ಲಿ ಮಾತನಾಡಲು ಅವಕಾಶ ಕೋರಿದ ಪ್ರತಿಪಕ್ಷ ನಾಯಕ ಆರ್. ಅಶೋಕ್, ಜಮೀರ್ ಹೇಳಿಕೆ ಪ್ರಸ್ತಾಪಿಸಿ ಸರಕಾರದಿಂದ ಉತ್ತರ ಕೊಡಿಸಿ ಎಂದು ಆಗ್ರಹಿಸಿದರು. ಆದರೆ ಸ್ಪೀಕರ್ ಯು.ಟಿ. ಖಾದರ್ ಅವರು ಅನುಮತಿ ನೀಡಲಿಲ್ಲ. ಅಸಮಾಧಾನ ವ್ಯಕ್ತಪಡಿಸಿದ ಬಿಜೆಪಿ ಹಾಗೂ ಜೆಡಿಎಸ್ ಸದಸ್ಯರು ಸಭಾಧ್ಯಕ್ಷರ ಪೀಠದ ಮುಂದೆ ಧರಣಿ ನಡೆಸಿದರು. ಕಲಾಪ ಸುಸೂತ್ರವಾಗಿ ನಡೆಸಲು ಸಭಾಧ್ಯಕ್ಷರು ಪ್ರಯತ್ನಿಸಿದರೂ ಸಾಧ್ಯವಾಗಲಿಲ್ಲ.	[212, 224, 354, 313]
lead-col1-sub: ಮೊಬೈಲ್ ಫೋನ್ ಪ್ರದರ್ಶನ:	[212, 318, 269, 325]
bill-item-right: ಕರ್ನಾಟಕ ಗ್ರಾಮ ಸ್ವರಾಜ್ ಮತ್ತು ಪಂಚಾಯತ್ ರಾಜ್ (ತಿದ್ದುಪಡಿ) ವಿಧೇಯಕ -2013	[809, 503, 972, 530]
left-story2-text2: "ಲೀಲಾವತಿ ಅವರು ತಮ್ಮ ನೆಲಮಂಗಲ ಹೊಬಳಿ ಬಳಿ ನಿರ್ಮಿಸಿರುವ ಪಶುವೈದ್ಯ ಆಸ್ಪತ್ರೆ ಆವರಣದಲ್ಲಿ ಅವರ ಪ್ರತಿಮೆ ನಿರ್ಮಾಣ ಮಾಡಲು ಸಿಎಂ ಜತೆ ಚರ್ಚಿಸಿ, ಕ್ರಮ ಕೈಗೊಳ್ಳಲಾಗುವುದು," ಎಂದು ಡಿಸಿಎಂ ಡಿ.ಕೆ. ಶಿವಕುಮಾರ್ ತಿಳಿಸಿದರು.	[18, 444, 197, 472]
twitter-icon	[304, 33, 313, 42]
std-box-headline: ಧರಣಿಯಲ್ಲಿ ಭಾಗಿಯಾದ ಎಸ್ಟಿಎಸ್	[580, 212, 642, 261]
zigzag-divider	[18, 136, 972, 143]
lead-byline: ವಿಕ ಸುದ್ದಿಲೋಕ ಬೆಳಗಾವಿ	[212, 212, 354, 220]
clipping-kfd-headline: ಕೋವಿಡ್ ನಲ್ಲ ಹೇಳಿ KFD!	[216, 615, 350, 626]
secondary-stories-row	[212, 544, 792, 808]
bottom-left-byline: ವಿಕ ಸುದ್ದಿಲೋಕ ಬೆಳಗಾವಿ	[18, 995, 146, 1003]
bill-item: ಕರ್ನಾಟಕ ಅಭಿವೃದ್ಧಿ ಮಂಡಳಿ ವಿಧೇಯಕ - 2023	[580, 931, 730, 948]
lead-col-1	[212, 212, 354, 392]
lead-headline: ಜಮೀರ್ ವಜಾಕ್ಕೆ ಪಟ್ಟು, ಕೋಲಾಹಲ	[291, 165, 713, 207]
bottom-col1-text: ಸೇರುವಂತೆ 10ಕ್ಕೂ ಹೆಚ್ಚು ಪ್ರಮುಖರು ಸಭೆ ಸೇರುವರು. ಉಭಯ ಸದನಗಳಲ್ಲಿ ಸೋಮವಾರ ಪ್ರಸ್ತಾವನ ವೇಳೆಯ ವಿಚಾರ, ಪಕ್ಷದ ನಡೆ ಬಗ್ಗೆ ಚರ್ಚಿಸಿದರು. ಸಭೆಯಲ್ಲಿ ಕೈಗೊಂಡ ತೀರ್ಮಾನದ ಮಾಹಿತಿಯನ್ನು ಪಕ್ಷದ ಎಲ್ಲ ಶಾಸಕರಿಗೂ ತಲುಪಿಸುವ ವ್ಯವಸ್ಥೆ ಮಾಡಿಕೊಳ್ಳಲಾಗಿದೆ.	[18, 1007, 146, 1041]
skybox-left-story	[18, 54, 419, 143]
kfd-body: ಕೆಎಫ್ಡಿ ರೋಗ ನಿಯಂತ್ರಣ ಬಗ್ಗೆ ಸಚಿವರು ತಿಳಿಸಿ ಹೇಳಿದರು. ಹಾಗಾಗಿ, ಹೊಸ ಲಸಿಕೆ ಸಂಶೋಧನೆಗೆ ಸರಕಾರ ಗಮನ ಹರಿಸಿದೆ ಎಂದು ಆರೋಗ್ಯ ಸಚಿವ ದಿನೇಶ್ ಗುಂಡೂರಾವ್ ಹೇಳಿದರು. ಸೋಮವಾರ ವಿಧಾನಸಭೆಯಲ್ಲಿ ಕುಗ್ಗದಹೊಳೆಯಲ್ಲಿ ಕರ್ನಾಟಕ ಪ್ರತಿಪಕ್ಷದ ಸದಸ್ಯರು ಉಲ್ಲೇಖಿಸಿ ವಿಷಯ ಪ್ರಸ್ತಾಪಿಸಿದರು. ಬಳಿಕ ಉತ್ತರಿಸಿದ ದಿನೇಶ್ ಗುಂಡೂರಾವ್, "ಕೆಎಫ್ಡಿ ರೋಗ ನಿಯಂತ್ರಣಕ್ಕೆ ಸರಕಾರ ವಿಶ್ವಮಾನ್ಯ ಸಂಸ್ಥೆಗಳ ನೆರವಿನಿಂದ ಕರ್ನಾಟಕಕ್ಕೆ ಪ್ರತಿಯುವ ಸಂಶೋಧನೆಗೆ ಸಂಪೂರ್ಣ ಬೆಂಬಲವಿದೆ," ಎಂದರು. ಇದಕ್ಕೆ ಉತ್ತರಿಸಿದ ದಿನೇಶ್ ಅವರು ಕೆಲವು ವಿಷಯಗಳ ಬಗ್ಗೆ ಸ್ಪಷ್ಟನೆ ನೀಡಿದರು.	[212, 734, 354, 805]
left-story3-text: ಸ್ವಾತಂತ್ರ್ಯ ಸೇನಾನಿ ವಿನಾಯಕ ದಾಮೋದರ ಸಾವರ್ಕರ್ ಭಾವಚಿತ್ರ ತೆರವು ಕುರಿತು ಉಭಯ ಸದನಗಳ ಸಭಾಂಗಣದಲ್ಲಿ ಚರ್ಚೆ ನಡೆಯಿತು. ವಿಧಾನ ಪರಿಷತ್ನಲ್ಲಿ ಬಿಜೆಪಿ ಸದಸ್ಯರು ಈ ವಿಷಯ ಪ್ರಸ್ತಾಪಿಸಿ, "ಸರಕಾರ ತನ್ನ ನಿಲುವು ಸ್ಪಷ್ಟಪಡಿಸಬೇಕು" ಎಂದು ಒತ್ತಾಯಿಸಿದರು. ಸಭಾನಾಯಕ ಹಾಗೂ ಸಚಿವ ಎನ್.ಎಸ್. ಬೋಸರಾಜು ಅವರು, "ಈ ಕುರಿತು ಸರಕಾರ ಯಾವುದೇ ತೀರ್ಮಾನ ಕೈಗೊಂಡಿಲ್ಲ. ಅನಗತ್ಯ ವಿವಾದ ಸೃಷ್ಟಿಸುವುದು ಸರಿಯಲ್ಲ" ಎಂದು ತಿಳಿಸಿದರು.	[18, 528, 196, 628]
masthead-bar	[0, 22, 990, 52]
bottom-rule	[18, 1207, 972, 1209]
impact-seal	[235, 666, 331, 730]
main-content	[18, 144, 972, 947]
footer-text: Published for the Proprietors Metropolitan Media Company Limited, by R J Prakashan at No.74/2, Sanjana Plaza, 4th & 5th Floor, Elephant Rock Road, Jayanagar 3rd block, Bengaluru-560011 (Ph 080-40877666) and printed by him at Bennett Coleman & Co Ltd, The Times of India Press, No 9/10/11-4, 4th Main, KIADB Bommasandra Industrial Area, Anekal Taluk, Bangalore - 560 099 (Ph 080-42200500) Regd.Office:No.74/2, Sanjana Plaza, 4th & 5th Floor, Elephant Rock Road, Jayanagar 3rd block, Bengaluru-560011 (Ph 080-40877666), Editor: Sudarshan Channanghalli – responsible for selection of news under PRB Act. ©All Rights Reserved. Reproduction in whole or in part without written permission is prohibited.	[18, 1189, 902, 1202]
facebook-link[interactable]	[191, 33, 288, 42]
ashok-attribution: -ಬಿ.ವೈ.ವಿಜಯೇಂದ್ರ, ಬಿಜೆಪಿ ರಾಜ್ಯಾಧ್ಯಕ್ಷ	[882, 420, 972, 430]
bara-body: "ಬರದಿಂದ 48 ಲಕ್ಷ ಹೆಕ್ಟೇರ್ನಲ್ಲಿನ ಬೆಳೆ ಹಾನಿಯಾಗಿದ್ದು ಸರಕಾರದಿಂದ ಮೊದಲ ಕಂತಾಗಿ 2,000 ರೂ. ಪರಿಹಾರ ನೀಡಲಾಗುತ್ತಿದೆ. ಇದೇ ವಾರದಲ್ಲಿ ಡಿಬಿಟಿ ಮೂಲಕ ಪಾವತಿಸಲಾಗುವುದು. ಇದಕ್ಕೆ ಚಕ್ಕೆರೆ ತಾಲೂಕಿನಲ್ಲಿ ಜಾರಿಗೆ ನೀಡಲಾಗುವುದು," ಎಂದು ಕಂದಾಯ ಸಚಿವ ಕೃಷ್ಣ ಬೈರೇಗೌಡ ತಿಳಿಸಿದರು. ಸೋಮವಾರ ವಿಧಾನಸಭೆಯಲ್ಲಿ ಬರದ ಮೇಲಿನ ಚರ್ಚೆಗೆ ಉತ್ತರ ನೀಡಿದ ಅವರು, "ಬರ ಪರಿಹಾರಕ್ಕೆ ಸರಕಾರ ಸಮರ್ಪಕವಾಗಿ ಕ್ರಮ ಕೈಗೊಂಡಿದೆ," ಎಂದರು.	[361, 587, 457, 676]
savarkar-story	[212, 821, 354, 947]
skybox-left-body: ಇನ್ನೆರಡು ತಿಂಗಳಲ್ಲಿ ರಾಜ್ಯದ 80 ಸರಕಾರಿ ತಾಲೂಕು ಮತ್ತು ಜಿಲ್ಲಾ ಆಯುಷ್ ಆಸ್ಪತ್ರೆಗಳಲ್ಲಿ ಒಳರೋಗಿಗಳ ದಾಖಲಾತಿ ಆರಂಭವಾಗಲಿದೆ. ಈಗಾಗಲೇ 55 ಆಸ್ಪತ್ರೆಗಳಲ್ಲಿ ಪ್ರಾರಂಭವಾಗಿದೆ. ಆಗತ್ಯ ಸ್ಟಾಫ್, ಹಣ್ಣು ವೈದ್ಯರು ಇಲ್ಲದ ಕಾರಣ ಉಳಿದ ಆಸ್ಪತ್ರೆಗಳಲ್ಲಿ ಇದು ಸಾಧ್ಯವಾಗಿದ್ದಿಲ್ಲ, ಸದ್ಯ ವರ್ಷಕ್ಕೆ 50,397 ಒಳರೋಗಿಗಳಿಗೆ ಚಿಕಿತ್ಸೆ ಪಡೆಯುತ್ತಿದ್ದು, ಮುಂದಿನ ವರ್ಷದಲ್ಲಿ ಈ ಸಂಖ್ಯೆ ಇನ್ನೂ ಹೆಚ್ಚಲಿದೆ ಎಂದು ಆರೋಗ್ಯ ಸಚಿವ ದಿನೇಶ್ ಗುಂಡೂರಾವ್ ಅವರು ಸದಸ್ಯ ಸದಸ್ಯ ಎ.ಎಸ್. ಪೂಜಾರ್ ಪ್ರಶ್ನೆಗೆ ಉತ್ತರಿಸಿದರು.	[92, 79, 403, 116]
footer-meta	[908, 1190, 972, 1204]
quote-col	[580, 398, 730, 530]
bara-headline: ಇದೇ ವಾರ ಬರ ಪರಿಹಾರ	[371, 543, 563, 571]
lead-3col	[212, 212, 792, 392]
clipping-karnataka: ಕರ್ನಾಟಕ	[281, 602, 306, 613]
bills-body: ಚಳಿಗಾಲದ ಅಧಿವೇಶನದಲ್ಲಿ ಒಟ್ಟು 5 ಪ್ರಮುಖ ವಿಧೇಯಕಗಳಿಗೆ ಉಭಯ ಸದನಗಳ ಅಂಗೀಕಾರ ಸಿಕ್ಕಿದೆ. ಕರ್ನಾಟಕ ಸರಕಾರಿ ನೌಕರರ (ತಿದ್ದುಪಡಿ) ವಿಧೇಯಕ, ಕರ್ನಾಟಕ ಭೂ ಕಂದಾಯ (ತಿದ್ದುಪಡಿ) ವಿಧೇಯಕ ಸೇರಿದಂತೆ ಪ್ರಮುಖ ವಿಧೇಯಕಗಳು ಅನುಮೋದನೆ ಪಡೆದಿವೆ. ಸೋಮವಾರದ ಕಲಾಪದಲ್ಲಿ 2 ವಿಧೇಯಕಗಳಿಗೆ ಅಂಗೀಕಾರ ಸಿಕ್ಕಿದೆ.	[361, 840, 573, 874]
bottom-right-text2: ಪರಿಹಾರಗೆ 7.44 ಕೋಟಿ ರೂ., ವಾಹನಗಳ ಖರೀದಿಗೆ 12 ಕೋಟಿ ರೂ. ಪೂರಕ ಅಂದಾಜಿನಲ್ಲಿ ಗುರುತಿಸಲಾಗಿದೆ. ಒಳಾಡಳಿತ ಇಲಾಖೆಗೆ 30 ಕೋಟಿ ರೂ., ಮೀನುಗಾರಿಕೆ ಇಲಾಖೆಗೆ 17.44 ಕೋಟಿ ರೂ., ಇಂಧನ ಇಲಾಖೆಗೆ 50.50 ಲಕ್ಷ ರೂ., ನೀರಾವರಿ ಇಲಾಖೆಗೆ 35.98 ಕೋಟಿ ರೂ., ಲೋಕೋಪಯೋಗಿ ಇಲಾಖೆಗೆ 14.25 ಕೋಟಿ ರೂ. ಅನುದಾನ ನೀಡಲಾಗಿದೆ.	[643, 1107, 735, 1178]
vijayendra-text: ಕರ್ನಾಟಕ ಅಭಿವೃದ್ಧಿ ಮಂಡಳಿ (ತಿದ್ದುಪಡಿ) ವಿಧೇಯಕ -2023" ಅನ್ನು ಸದನ ಅಂಗೀಕರಿಸಿತು.	[580, 844, 730, 860]
divider-6	[212, 814, 792, 816]
bottom-col-2	[153, 995, 293, 1179]
facebook-label: facebook.com/vijaykarnataka	[203, 33, 289, 41]
budget-tag: ಸಮಗ್ರ ಬಳಕೆಯು 38 ಸಾಲಿನ ವಾಹನ	[643, 995, 735, 1009]
lead-overflow-1: ಕಲಾಪ ಬಹಿಷ್ಕಾರ, ಗದ್ದಲದ ನಡುವೆಯೂ ಸರಕಾರದ ಪರ ಕಾಂಗ್ರೆಸ್ ಸದಸ್ಯರು ವಾಗ್ವಾದಕ್ಕೆ ಇಳಿದರು. ಧರಣಿ ಹಿನ್ನೆಲೆ ಸದನ ಕಲಾಪವನ್ನು ಸ್ಪೀಕರ್ ಕೆಲ ಕಾಲ ಮುಂದೂಡಿದರು. ಬಳಿಕ ಸಂಜೆ ಆಡಳಿತ ಪಕ್ಷದ ಸದಸ್ಯರು ಪ್ರತಿಪಕ್ಷಗಳ ವಿರುದ್ಧ ತಿರುಗಿ ಬಿದ್ದರು. ಸಂಸದೀಯ ವ್ಯವಹಾರಗಳ ಸಚಿವ ಎಚ್.ಕೆ. ಪಾಟೀಲ ಅವರು ಪ್ರತಿಪಕ್ಷಗಳ ವರ್ತನೆಯನ್ನು ಟೀಕಿಸಿದರು.	[809, 149, 972, 183]
left-story5-headline: ನಾಳೆ ಕಾಂಗ್ರೆಸ್ ಸಿಎಲ್ಪಿ ಸಭೆ	[18, 775, 125, 791]
app-icon	[729, 33, 738, 42]
loan-waiver-box	[580, 544, 730, 808]
vk-logo	[841, 26, 972, 48]
lead-boxes-row	[212, 398, 792, 530]
strategy-box	[361, 398, 573, 488]
strategy-side-label: ಕೈಗೊಂಡ ಪೀಠಕ್ಕೆ ತಂತ್ರಗಾರಿಕೆ	[366, 403, 382, 483]
app-link[interactable]	[729, 33, 829, 42]
left-story2-headline: ಹಿರಿಯ ನಟಿ ಲೀಲಾವತಿ ನಿಧನಕ್ಕೆ ಉಭಯ ಸದನಗಳಲ್ಲಿ ಸಂತಾಪ	[18, 339, 160, 373]
bottom-right-byline: ವಿಧಾನಸಭೆ	[520, 995, 636, 1003]
krishna-byregowda-photo	[462, 575, 573, 693]
std-box-body: ಬಿಜೆಪಿ ಹಾಗೂ ಎಚ್.ಡಿ. ಕುಮಾರಸ್ವಾಮಿ ಅವರು ಸೋಮವಾರ ಪಕ್ಷದ ಸದಸ್ಯರೊಂದಿಗೆ ಗೆಲೊಂದಿಗೆ ಧರಣಿಯಲ್ಲಿ ಭಾಗಿಯಾಗಿರುವ ಮಂಚಲ ಗಮನ ಸೆಳೆದರು. ಅಲ್ಪಸಂಖ್ಯಾತ ಸಮುದಾಯಕ್ಕೆ 10,000 ಕೋಟಿ ರೂ. ಘೋಷಿಸಿರುವ ಸಿಎಂ ವಿರುದ್ಧ ಪ್ರತಿಭಟಿಸಿ ಕಳೆದ ವಾರ ಬಿಜೆಪಿ ಸದಸ್ಯರು ಸಭಾತ್ಯಾಗ ನಡೆಸಿದ್ದರು. ಆದರೆ, ಸೋಮಶೇಖರ ಮಾತ್ರ ಪಕ್ಷದ ಸೂಚನೆಗೆ ವಿರುದ್ಧವಾಗಿ ಸದನದಲ್ಲಿ ಉಳಿದುಕೊಂಡ ಮಂಚಲ ಗಮನ ಸೆಳೆದಿದ್ದರು. ಪ್ರತಿಪಕ್ಷ ನಾಯಕ ಅಶೋಕ್ ಹಾಗೂ ಪಕ್ಷದ ರಾಜ್ಯಾಧ್ಯಕ್ಷ ಬಿ.ವೈ. ವಿಜಯೇಂದ್ರ ಅವರು ಬರುವಂತೆ ಮಾಡಿದರೂ, ಸೋಮಶೇಖರ ಸಭಾತ್ಯಾಗ ಮಾಡಿದಲ್ಲಿಲ್ಲ.	[580, 265, 730, 336]
bara-story	[361, 544, 573, 808]
app-label: www.apps.vijaykarnataka.com	[740, 33, 829, 41]
divider-7	[809, 334, 972, 336]
left-story1-headline: ಮುಂದಿನ ವರ್ಷ ಶಾಲಾಮಕ್ಕಳಿಗೆ ಬೈಸಿಕಲ್: ಮಧು ಬಂಗಾರಪ್ಪ	[18, 173, 161, 207]
bottom-col-1	[18, 995, 146, 1179]
left-column	[18, 148, 204, 947]
vijayendra-attribution: -ಬಿ.ವೈ.ವಿಜಯೇಂದ್ರ, ಬಿಜೆಪಿ ರಾಜ್ಯಾಧ್ಯಕ್ಷ	[640, 821, 730, 831]
nithya-body: ಅಧಿವೇಶನದ ಆರಂಭಕ ಬಳಿ ವಿಧಾನಗಳಲ್ಲಿ ಬಚ್ಚಿಸಿಯಲ್ಲಿ ಹೊಂದಾಣಿಕೆ ಕೊರತೆ ಎಂದು ತಿಳಿದಿದ್ದು, ಪ್ರತಿಪಕ್ಷ ಉಂಟ ನಾಯಕ, ಮುಖ್ಯ ಸಚೇತಕರು ಸೋಮವಾರದ ಕಾಲದ ಸರಕಾರದ ಮೊದಲು ಸಾಲಿನ ನಾಯಕರು ಹಾಗೂ ಇತರ ಪ್ರಮುಖರು ಚರ್ಚೆ ಕೈಗೊಳ್ಳಲು ತೀರ್ಮಾನದ ಮಾಡಿದ ಶಾಸಕರಿಗೆ ಪ್ರೋತ್ಸಾಹ ಸಲುವದ ಕಾರಣ ಆಗಲೇ ಸಮಾಧ್ಯವನ ಕೊರತೆ ಉಂಟಾಗಿ, ಗೊಂದಲ ಸೃಷ್ಟಿಯಾಗಿತ್ತು ಎಂದು ಬಿಜೆಪಿ ನಾಯಕರೇಯಿಂದು ಸಮಾಧಾನಿಸಿ ನೀಡಿದ್ದಾರೆ. ಇದರಿಂದ ಉಭಯ ಸದನಗಳ ಪ್ರಮುಖರು ನಿತ್ಯ ತಂಡದ ಅಧಿವೇಶಕ್ಕೆ ಮೊದಲು ಸಭೆ ಸೇರಿ ಚರ್ಚೆ, ಆ ದಿನ ಪಕ್ಷದ ಅಜೆಂಡಾ ಬಗ್ಗೆ ನಿರ್ಧರಿಸಲಿದ್ದಾರೆ. ನಂತರ ಆ ಮಾಹಿತಿಯನ್ನು ಪಕ್ಷದ ಎಲ್ಲ ಶಾಸಕರಿಗೂ ತಲುಪಿಸುವ ವ್ಯವಸ್ಥೆ ಮಾಡಿಕೊಳ್ಳಲಾಗಿದೆ. ಇದರಿಂದ ಪ್ರತಿಪಕ್ಷ ಒಂದಾಗಿ ಕಲಾಪದಲ್ಲಿ ಪಾಲ್ಗೊಳ್ಳುವಂತೆ ಮುಂದಾಣಿಕೆಯನ್ನು ನಿರ್ಧಾರಿಸಲಾಗಿದೆ ಎಂದು ಹೇಳಲಾಗಿದೆ. ಈ ಕಸಿಯು "ವಿಜಯ ಕರ್ನಾಟಕ" ಗಮನ ಸೆಳೆದಿದ್ದು.	[153, 1018, 293, 1126]
bills-headline: ಚಳಿಗಾಲದಲ್ಲಿ 5 ಪ್ರಮುಖ ಬಿಲ್ ಪಾಸ್	[361, 821, 512, 836]
bottom-col-7	[742, 995, 872, 1179]
krishna-quote-attrib: - ಕೃಷ್ಣ ಬೈರೇಗೌಡ, ಸಚಿವ	[517, 764, 568, 772]
twitter-link[interactable]	[304, 33, 391, 42]
bills-overflow: ಕರ್ನಾಟಕ ಅಭಿವೃದ್ಧಿ ಮಂಡಳಿ (ತಿದ್ದುಪಡಿ) ವಿಧೇಯಕ -2023" ಅನ್ನು ಸದನ ಅಂಗೀಕರಿಸಿತು.	[809, 443, 972, 459]
bottom-photos-col	[425, 995, 513, 1179]
twitter-label: twitter.com/vijaykarnataka	[316, 33, 392, 41]
globe-icon	[628, 33, 637, 42]
quote-head: ಸ್ಪೀಕರ್ ಬಗ್ಗೆ ನೀಡಿದ ಹೇಳಿಕೆ	[611, 403, 662, 410]
bill-item: ಕರ್ನಾಟಕ ಸಹಕಾರ ಸಂಘಗಳ (ತಿದ್ದುಪಡಿ) ವಿಧೇಯಕ -2023	[580, 887, 730, 904]
krishna-avatar-icon	[366, 756, 388, 778]
web-links	[628, 33, 841, 42]
bills-story	[361, 821, 573, 947]
left-story3-photo	[18, 529, 90, 613]
lead-col-3	[580, 212, 730, 392]
